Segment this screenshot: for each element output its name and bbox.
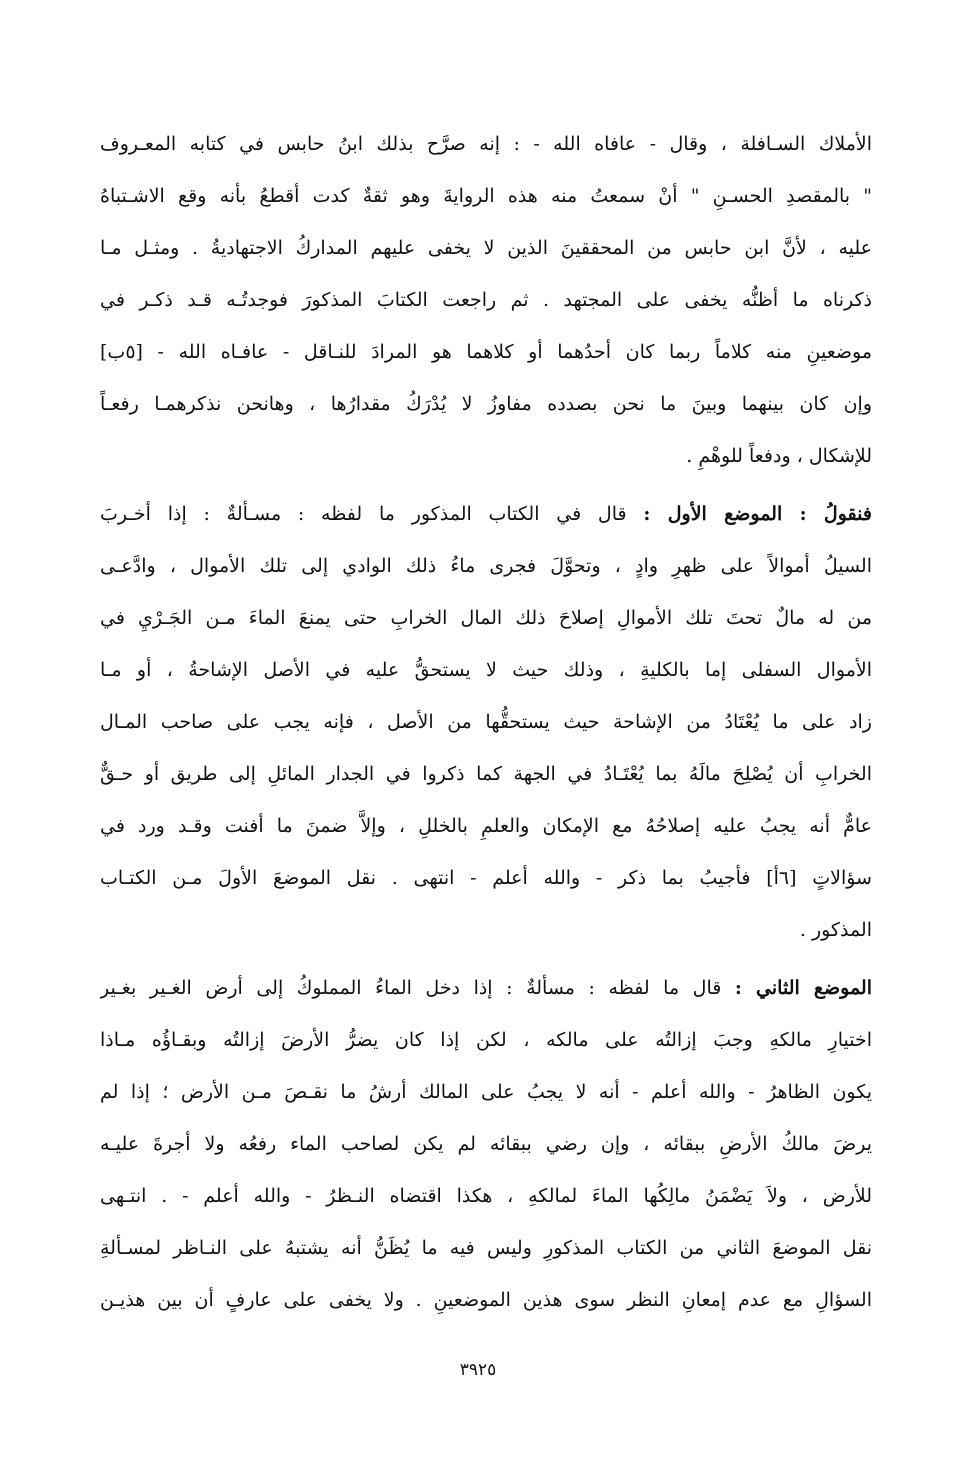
- text-line: من له مالٌ تحتَ تلك الأموالِ إصلاحَ ذلك المال الخرابِ حتى يمنعَ الماءَ مـن الجَـرْيِ في: [100, 607, 872, 629]
- text-line: السؤالِ مع عدم إمعانِ النظر سوى هذين الموضعينِ . ولا يخفى على عارفٍ أن بين هذيـن: [100, 1289, 872, 1311]
- text-line: السيلُ أموالاً على ظهرِ وادٍ ، وتحوَّلَ فجرى ماءُ ذلك الوادي إلى تلك الأموال ، وادَّعـى: [100, 555, 872, 577]
- section-heading-first: فنقولُ : الموضع الأول :: [643, 503, 872, 525]
- text-line: عليه ، لأنَّ ابن حابس من المحققينَ الذين لا يخفى عليهم المداركُ الاجتهاديةُ . ومثـل مـا: [100, 237, 872, 259]
- text-line: عامٌّ أنه يجبُ عليه إصلاحُهُ مع الإمكان والعلمِ بالخللِ ، وإلاَّ ضمنَ ما أفنت وقـد ورد في: [100, 815, 872, 837]
- text-line: موضعينِ منه كلاماً ربما كان أحدُهما أو كلاهما هو المرادَ للنـاقل - عافـاه الله - [٥ب]: [100, 341, 872, 363]
- text-line: اختيارِ مالكهِ وجبَ إزالتُه على مالكه ، لكن إذا كان يضرُّ الأرضَ إزالتُه وبقـاؤُه مـاذا: [100, 1029, 872, 1051]
- paragraph-3: [100, 962, 872, 1326]
- text-line: الأملاك السـافلة ، وقال - عافاه الله - : إنه صرَّح بذلك ابنُ حابس في كتابه المعـروف: [100, 133, 872, 155]
- paragraph-1: [100, 118, 872, 482]
- text-line: " بالمقصدِ الحسـنِ " أنْ سمعتُ منه هذه الروايةَ وهو ثقةٌ كدت أقطعُ بأنه وقع الاشـتباهُ: [100, 185, 872, 207]
- text-line: وإن كان بينهما وبينَ ما نحن بصدده مفاوزُ لا يُدْرَكُ مقدارُها ، وهانحن نذكرهمـا رفعـاً: [100, 393, 872, 415]
- paragraph-2: [100, 488, 872, 956]
- text-line: نقل الموضعَ الثاني من الكتاب المذكورِ وليس فيه ما يُظَنُّ أنه يشتبهُ على النـاظر لمسـألةِ: [100, 1237, 872, 1259]
- text-line: ذكرناه ما أظنُّه يخفى على المجتهد . ثم راجعت الكتابَ المذكورَ فوجدتُـه قـد ذكـر في: [100, 289, 872, 311]
- text-line: للإشكال ، ودفعاً للوهْمِ .: [686, 445, 872, 467]
- section-heading-second: الموضع الثاني :: [734, 977, 872, 999]
- text-line: الخرابِ أن يُصْلِحَ مالَهُ بما يُعْتَـادُ في الجهة كما ذكروا في الجدار المائلِ إلى طريق أو حـقٌّ: [100, 763, 872, 785]
- line-text: قال في الكتاب المذكور ما لفظه : مسـألةٌ : إذا أخـربَ: [100, 503, 644, 525]
- text-line: [100, 488, 872, 540]
- text-line: زاد على ما يُعْتَادُ من الإشاحة حيث يستحقُّها من الأصل ، فإنه يجب على صاحب المـال: [100, 711, 872, 733]
- text-line: يرضَ مالكُ الأرضِ ببقائه ، وإن رضي ببقائه لم يكن لصاحب الماء رفعُه ولا أجرةَ عليـه: [100, 1133, 872, 1155]
- page-number: ٣٩٢٥: [459, 1360, 497, 1380]
- text-line: للأرض ، ولاَ يَضْمَنُ مالِكُها الماءَ لمالكهِ ، هكذا اقتضاه النـظرُ - والله أعلم - . انتـهى: [100, 1185, 872, 1207]
- text-line: الأموال السفلى إما بالكليةِ ، وذلك حيث لا يستحقُّ عليه في الأصل الإشاحةُ ، أو مـا: [100, 659, 872, 681]
- text-body: [100, 118, 872, 1326]
- text-line: يكون الظاهرُ - والله أعلم - أنه لا يجبُ على المالك أرشُ ما نقـصَ مـن الأرض ؛ إذا لم: [100, 1081, 872, 1103]
- line-text: قال ما لفظه : مسألةٌ : إذا دخل الماءُ المملوكُ إلى أرض الغـير بغـير: [100, 977, 735, 999]
- text-line: سؤالاتٍ [٦أ] فأجيبُ بما ذكر - والله أعلم - انتهى . نقل الموضعَ الأولَ مـن الكتـاب: [100, 867, 872, 889]
- text-line: المذكور .: [799, 919, 872, 941]
- text-line: [100, 962, 872, 1014]
